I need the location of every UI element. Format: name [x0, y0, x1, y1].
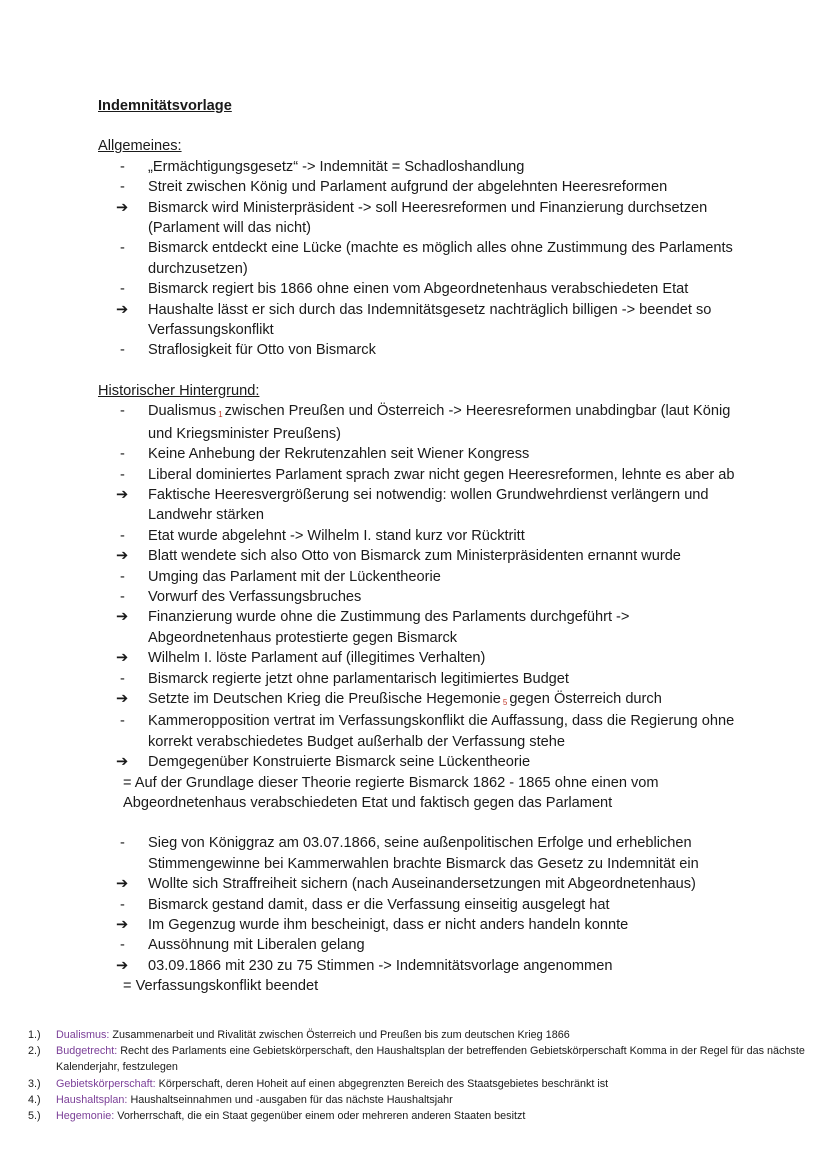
list-item-text: Wollte sich Straffreiheit sichern (nach Auseinandersetzungen mit Abgeordnetenhaus)	[148, 876, 696, 893]
arrow-right-icon: ➔	[116, 199, 129, 216]
list-item	[98, 279, 738, 299]
footnote-text: Zusammenarbeit und Rivalität zwischen Österreich und Preußen bis zum deutschen Krieg 1866	[112, 1029, 570, 1041]
list-item	[98, 526, 738, 546]
footnote-term: Haushaltsplan:	[56, 1093, 128, 1106]
bullet-dash-icon: -	[120, 713, 125, 730]
list-item	[98, 935, 738, 955]
list-item-text: Dualismus	[148, 403, 217, 420]
list-item	[98, 157, 738, 177]
list-item-text: Streit zwischen König und Parlament aufgrund der abgelehnten Heeresreformen	[148, 179, 668, 196]
allgemeines-list	[98, 157, 738, 361]
bullet-dash-icon: -	[120, 527, 125, 544]
list-item	[98, 238, 738, 279]
list-item-text: Straflosigkeit für Otto von Bismarck	[148, 342, 376, 359]
footnote	[28, 1027, 808, 1043]
arrow-right-icon: ➔	[116, 917, 129, 934]
list-item-text: Demgegenüber Konstruierte Bismarck seine Lückentheorie	[148, 754, 531, 771]
arrow-right-icon: ➔	[116, 957, 129, 974]
list-item-text: „Ermächtigungsgesetz“ -> Indemnität = Schadloshandlung	[148, 158, 525, 175]
page-title: Indemnitätsvorlage	[98, 98, 232, 114]
summary-paragraph: = Auf der Grundlage dieser Theorie regierte Bismarck 1862 - 1865 ohne einen vom Abgeordnetenhaus verabschiedeten Etat und faktisch gegen das Parlament	[123, 774, 659, 811]
bullet-dash-icon: -	[120, 466, 125, 483]
arrow-right-icon: ➔	[116, 486, 129, 503]
arrow-right-icon: ➔	[116, 548, 129, 565]
bullet-dash-icon: -	[120, 588, 125, 605]
list-item-text: Setzte im Deutschen Krieg die Preußische Hegemonie	[148, 690, 501, 707]
list-item	[98, 587, 738, 607]
list-item-text: zwischen Preußen und Österreich -> Heeresreformen unabdingbar (laut König und Kriegsminister Preußens)	[148, 403, 731, 442]
spacer	[98, 813, 738, 833]
list-item-text: Haushalte lässt er sich durch das Indemnitätsgesetz nachträglich billigen -> beendet so Verfassungskonflikt	[148, 301, 712, 339]
footnote-ref: 5	[502, 697, 508, 707]
list-item-text: Aussöhnung mit Liberalen gelang	[148, 937, 365, 954]
list-item-text: Kammeropposition vertrat im Verfassungskonflikt die Auffassung, dass die Regierung ohne korrekt verabschiedetes Budget außerhalb der Verfassung stehe	[148, 713, 735, 750]
footnote-term: Hegemonie:	[56, 1110, 115, 1123]
list-item-text: Im Gegenzug wurde ihm bescheinigt, dass er nicht anders handeln konnte	[148, 917, 629, 934]
list-item-text: Keine Anhebung der Rekrutenzahlen seit Wiener Kongress	[148, 446, 530, 463]
bullet-dash-icon: -	[120, 158, 125, 175]
arrow-right-icon: ➔	[116, 690, 129, 707]
list-item	[98, 300, 738, 341]
bullet-dash-icon: -	[120, 179, 125, 196]
footnote-text: Haushaltseinnahmen und -ausgaben für das nächste Haushaltsjahr	[130, 1093, 453, 1106]
list-item	[98, 895, 738, 915]
footnote-number: 5.)	[28, 1110, 41, 1123]
list-item	[98, 648, 738, 668]
section-heading-allgemeines: Allgemeines:	[98, 138, 182, 155]
footnote-term: Budgetrecht:	[56, 1045, 118, 1058]
footnote	[28, 1108, 808, 1124]
list-item-text: 03.09.1866 mit 230 zu 75 Stimmen -> Indemnitätsvorlage angenommen	[148, 957, 613, 974]
footnote	[28, 1092, 808, 1108]
footnote-text: Recht des Parlaments eine Gebietskörperschaft, den Haushaltsplan der betreffenden Gebietskörperschaft Komma in der Regel für das nächste Kalenderjahr, festzulegen	[56, 1045, 805, 1074]
list-item	[98, 874, 738, 894]
bullet-dash-icon: -	[120, 937, 125, 954]
list-item	[98, 198, 738, 239]
arrow-right-icon: ➔	[116, 301, 129, 318]
footnote-number: 3.)	[28, 1077, 41, 1090]
list-item	[98, 956, 738, 976]
arrow-right-icon: ➔	[116, 650, 129, 667]
list-item-text: Bismarck entdeckt eine Lücke (machte es möglich alles ohne Zustimmung des Parlaments durchzusetzen)	[148, 240, 733, 277]
footnote-term: Gebietskörperschaft:	[56, 1077, 156, 1090]
list-item-text: Bismarck gestand damit, dass er die Verfassung einseitig ausgelegt hat	[148, 896, 610, 913]
list-item-text: Bismarck regiert bis 1866 ohne einen vom Abgeordnetenhaus verabschiedeten Etat	[148, 281, 689, 298]
list-item-text: Bismarck regierte jetzt ohne parlamentarisch legitimiertes Budget	[148, 670, 569, 687]
list-item	[98, 669, 738, 689]
footnote-text: Vorherrschaft, die ein Staat gegenüber einem oder mehreren anderen Staaten besitzt	[117, 1110, 526, 1123]
list-item-text: Faktische Heeresvergrößerung sei notwendig: wollen Grundwehrdienst verlängern und Landwehr stärken	[148, 486, 709, 524]
list-item	[98, 752, 738, 772]
footnote	[28, 1076, 808, 1092]
bullet-dash-icon: -	[120, 446, 125, 463]
list-item	[98, 711, 738, 752]
list-item-text: gegen Österreich durch	[509, 690, 662, 707]
list-item	[98, 485, 738, 526]
list-item	[98, 177, 738, 197]
spacer	[98, 361, 738, 381]
list-item	[98, 465, 738, 485]
footnote-ref: 1	[218, 410, 223, 420]
bullet-dash-icon: -	[120, 568, 125, 585]
list-item	[98, 833, 738, 874]
list-item-text: Umging das Parlament mit der Lückentheorie	[148, 568, 441, 585]
bullet-dash-icon: -	[120, 281, 125, 298]
list-item-text: Sieg von Königgraz am 03.07.1866, seine außenpolitischen Erfolge und erheblichen Stimmengewinne bei Kammerwahlen brachte Bismarck das Gesetz zu Indemnität ein	[148, 835, 699, 872]
conclusion-paragraph: = Verfassungskonflikt beendet	[123, 978, 319, 995]
list-item	[98, 567, 738, 587]
footnote	[28, 1043, 808, 1075]
bullet-dash-icon: -	[120, 240, 125, 257]
list-item	[98, 546, 738, 566]
list-item	[98, 444, 738, 464]
indemnitaet-list	[98, 833, 738, 976]
list-item	[98, 340, 738, 360]
footnote-number: 2.)	[28, 1045, 41, 1058]
list-item-text: Etat wurde abgelehnt -> Wilhelm I. stand kurz vor Rücktritt	[148, 527, 525, 544]
bullet-dash-icon: -	[120, 896, 125, 913]
list-item-text: Wilhelm I. löste Parlament auf (illegitimes Verhalten)	[148, 650, 486, 667]
bullet-dash-icon: -	[120, 342, 125, 359]
footnotes	[28, 1027, 808, 1124]
footnote-term: Dualismus:	[56, 1029, 110, 1041]
list-item-text: Liberal dominiertes Parlament sprach zwar nicht gegen Heeresreformen, lehnte es aber ab	[148, 466, 735, 483]
arrow-right-icon: ➔	[116, 754, 129, 771]
list-item	[98, 915, 738, 935]
list-item-text: Vorwurf des Verfassungsbruches	[148, 588, 362, 605]
arrow-right-icon: ➔	[116, 609, 129, 626]
bullet-dash-icon: -	[120, 403, 125, 420]
document-body	[98, 96, 738, 997]
list-item	[98, 607, 738, 648]
list-item	[98, 401, 738, 444]
list-item-text: Bismarck wird Ministerpräsident -> soll Heeresreformen und Finanzierung durchsetzen (Parlament will das nicht)	[148, 199, 708, 237]
footnote-text: Körperschaft, deren Hoheit auf einen abgegrenzten Bereich des Staatsgebietes beschränkt ist	[158, 1077, 609, 1090]
footnote-number: 4.)	[28, 1093, 41, 1106]
arrow-right-icon: ➔	[116, 876, 129, 893]
list-item-text: Finanzierung wurde ohne die Zustimmung des Parlaments durchgeführt -> Abgeordnetenhaus protestierte gegen Bismarck	[148, 609, 630, 646]
bullet-dash-icon: -	[120, 670, 125, 687]
section-heading-historisch: Historischer Hintergrund:	[98, 382, 260, 399]
list-item-text: Blatt wendete sich also Otto von Bismarck zum Ministerpräsidenten ernannt wurde	[148, 548, 681, 565]
bullet-dash-icon: -	[120, 835, 125, 852]
footnote-number: 1.)	[28, 1029, 41, 1041]
list-item	[98, 689, 738, 711]
historisch-list	[98, 401, 738, 772]
